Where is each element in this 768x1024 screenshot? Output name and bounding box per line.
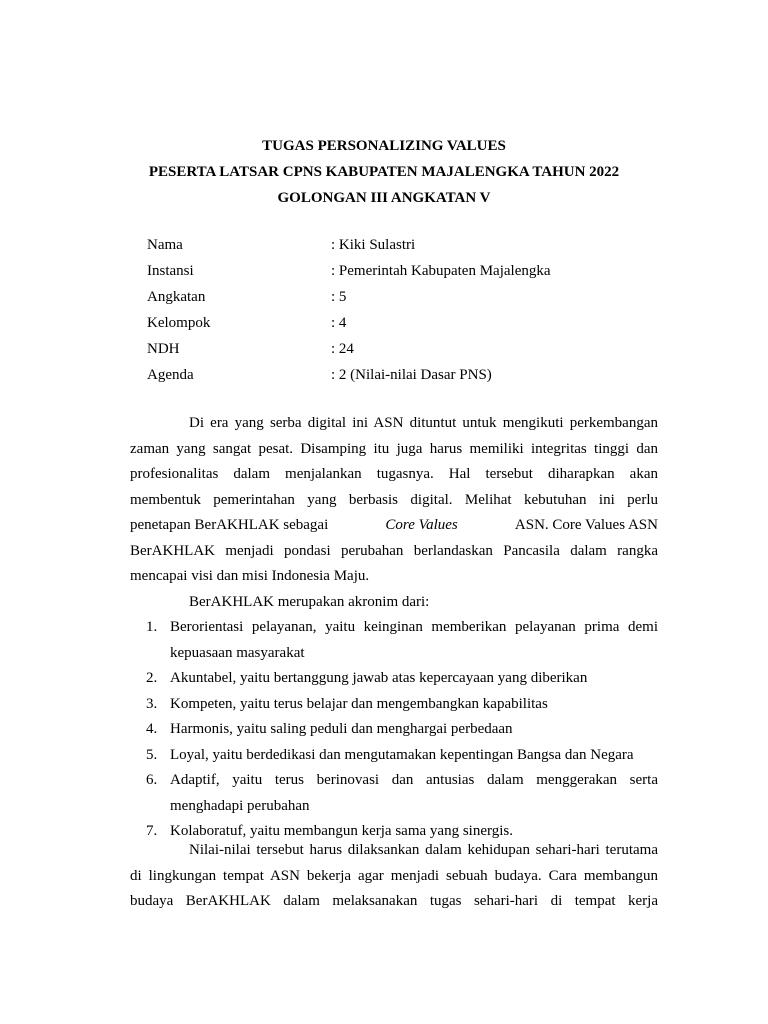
- info-row-angkatan: [147, 287, 647, 307]
- info-label: Nama: [147, 237, 183, 253]
- paragraph-line: profesionalitas dalam menjalankan tugasnya. Hal tersebut diharapkan akan: [130, 466, 658, 482]
- list-line: Harmonis, yaitu saling peduli dan menghargai perbedaan: [170, 721, 513, 737]
- paragraph-emphasis: Core Values: [385, 517, 458, 533]
- info-value: : Kiki Sulastri: [331, 237, 416, 253]
- paragraph-line: Nilai-nilai tersebut harus dilaksankan dalam kehidupan sehari-hari terutama: [189, 842, 658, 858]
- document-subtitle-group: GOLONGAN III ANGKATAN V: [277, 190, 491, 206]
- paragraph-line: budaya BerAKHLAK dalam melaksanakan tugas sehari-hari di tempat kerja: [130, 893, 658, 909]
- list-item: [130, 615, 658, 666]
- list-item: [130, 717, 658, 743]
- list-number: 4.: [146, 721, 158, 737]
- info-row-agenda: [147, 365, 647, 385]
- paragraph-line: Di era yang serba digital ini ASN dituntut untuk mengikuti perkembangan: [189, 415, 658, 431]
- list-item: [130, 692, 658, 718]
- list-number: 2.: [146, 670, 158, 686]
- info-label: Angkatan: [147, 289, 206, 305]
- list-item: [130, 768, 658, 819]
- paragraph-closing: [130, 838, 658, 915]
- list-line: menghadapi perubahan: [170, 797, 310, 814]
- list-item: [130, 666, 658, 692]
- paragraph-line: di lingkungan tempat ASN bekerja agar menjadi sebuah budaya. Cara membangun: [130, 867, 658, 884]
- document-subtitle: PESERTA LATSAR CPNS KABUPATEN MAJALENGKA TAHUN 2022: [148, 164, 620, 180]
- paragraph-line: membentuk pemerintahan yang berbasis digital. Melihat kebutuhan ini perlu: [130, 491, 658, 508]
- list-line: Loyal, yaitu berdedikasi dan mengutamakan kepentingan Bangsa dan Negara: [170, 746, 634, 763]
- list-number: 6.: [146, 772, 158, 788]
- list-item: [130, 743, 658, 769]
- info-row-instansi: [147, 261, 647, 281]
- paragraph-line: mencapai visi dan misi Indonesia Maju.: [130, 568, 370, 584]
- info-value: : 4: [331, 315, 347, 331]
- info-value: : 2 (Nilai-nilai Dasar PNS): [331, 367, 492, 383]
- paragraph-line: [130, 513, 658, 539]
- list-number: 1.: [146, 619, 158, 635]
- info-value: : 5: [331, 289, 347, 305]
- info-row-nama: [147, 235, 647, 255]
- info-row-ndh: [147, 339, 647, 359]
- info-value: : Pemerintah Kabupaten Majalengka: [331, 263, 551, 279]
- paragraph-fragment: penetapan BerAKHLAK sebagai: [130, 517, 329, 533]
- info-label: Agenda: [147, 367, 194, 383]
- info-label: NDH: [147, 341, 180, 357]
- document-title: TUGAS PERSONALIZING VALUES: [262, 138, 506, 154]
- list-line: Kolaboratuf, yaitu membangun kerja sama yang sinergis.: [170, 823, 513, 839]
- paragraph-intro: [130, 411, 658, 615]
- paragraph-fragment: ASN. Core Values ASN: [514, 517, 658, 533]
- info-label: Instansi: [147, 263, 194, 279]
- paragraph-line: zaman yang sangat pesat. Disamping itu juga harus memiliki integritas tinggi dan: [130, 440, 658, 457]
- info-row-kelompok: [147, 313, 647, 333]
- paragraph-line: BerAKHLAK menjadi pondasi perubahan berlandaskan Pancasila dalam rangka: [130, 542, 658, 559]
- list-intro: BerAKHLAK merupakan akronim dari:: [189, 593, 430, 610]
- list-line: kepuasaan masyarakat: [170, 644, 305, 661]
- info-value: : 24: [331, 341, 354, 357]
- list-number: 3.: [146, 695, 158, 712]
- list-line: Kompeten, yaitu terus belajar dan mengembangkan kapabilitas: [170, 695, 548, 712]
- list-line: Adaptif, yaitu terus berinovasi dan antusias dalam menggerakan serta: [170, 772, 658, 788]
- list-number: 7.: [146, 823, 158, 839]
- list-line: Akuntabel, yaitu bertanggung jawab atas kepercayaan yang diberikan: [170, 670, 588, 686]
- list-number: 5.: [146, 746, 158, 763]
- info-label: Kelompok: [147, 315, 211, 331]
- list-line: Berorientasi pelayanan, yaitu keinginan memberikan pelayanan prima demi: [170, 619, 658, 635]
- values-list: [130, 615, 658, 845]
